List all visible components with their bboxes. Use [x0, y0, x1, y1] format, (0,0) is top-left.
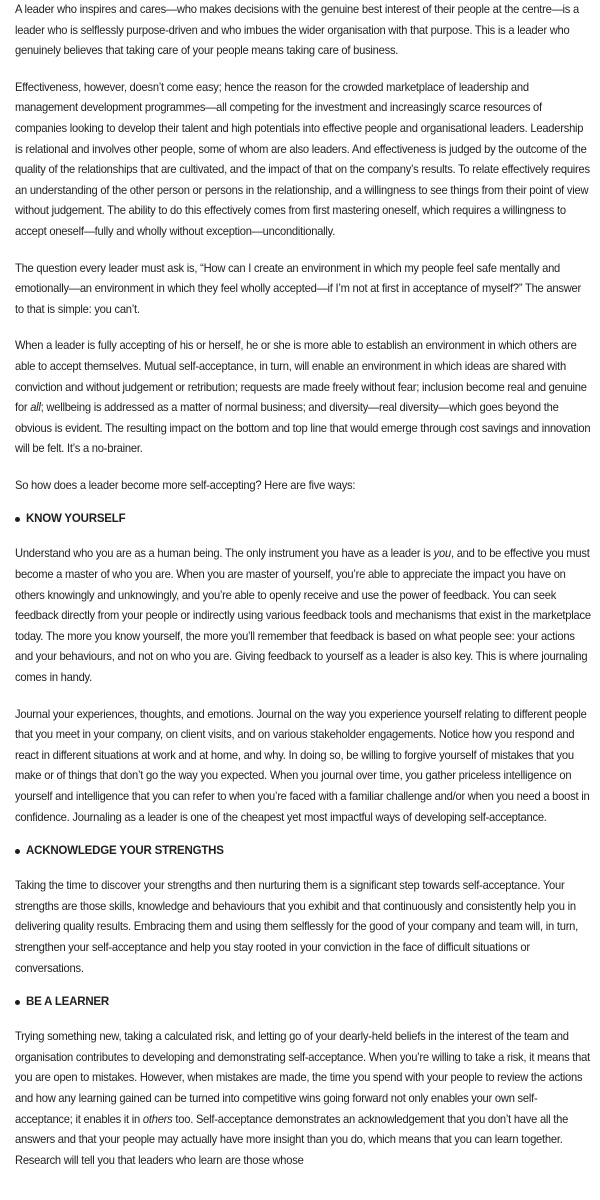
emphasis-text: you	[433, 546, 451, 561]
emphasis-text: all	[30, 400, 41, 415]
emphasis-text: others	[142, 1111, 173, 1126]
paragraph-text: Taking the time to discover your strengths and then nurturing them is a significant step towards self-acceptance. Your strengths are those skills, knowledge and behaviours that you exhibit and that continuously and consistently help you in delivering quality results. Embracing them and using them selflessly for the good of your company and team will, in turn, strengthen your self-acceptance and help you stay rooted in your conviction in the face of difficult situations or conversations.	[15, 878, 579, 975]
paragraph-learner	[15, 1026, 592, 1170]
paragraph-text: When a leader is fully accepting of his or herself, he or she is more able to establish an environment in which others are able to accept themselves. Mutual self-acceptance, in turn, will enable an environment in which ideas are shared with conviction and without judgement or retribution; requests are made freely without fear; inclusion become real and genuine for	[15, 338, 587, 415]
heading-text: ACKNOWLEDGE YOUR STRENGTHS	[26, 845, 224, 858]
heading-be-a-learner	[15, 992, 591, 1012]
paragraph-text: So how does a leader become more self-accepting? Here are five ways:	[15, 477, 356, 492]
paragraph-question	[15, 258, 592, 320]
paragraph-effectiveness	[15, 77, 592, 242]
paragraph-acceptance	[15, 335, 592, 459]
paragraph-text: Effectiveness, however, doesn’t come easy; hence the reason for the crowded marketplace of leadership and management development programmes—all competing for the investment and increasingly scarce resources of companies looking to develop their talent and high potentials into effective people and organisational leaders. Leadership is relational and involves other people, some of whom are also leaders. And effectiveness is judged by the outcome of the quality of the relationships that are cultivated, and the impact of that on the company’s results. To relate effectively requires an understanding of the other person or persons in the relationship, and a willingness to see things from their point of view without judgement. The ability to do this effectively comes from first mastering oneself, which requires a willingness to accept oneself—fully and wholly without exception—unconditionally.	[15, 79, 590, 238]
paragraph-journal	[15, 704, 592, 828]
paragraph-intro	[15, 0, 592, 61]
paragraph-text: Understand who you are as a human being. The only instrument you have as a leader is	[15, 546, 434, 561]
bullet-icon	[15, 517, 20, 522]
paragraph-understand	[15, 543, 592, 687]
paragraph-text: ; wellbeing is addressed as a matter of normal business; and diversity—real diversity—which goes beyond the obvious is evident. The resulting impact on the bottom and top line that would emerge through cost savings and innovation will be felt. It’s a no-brainer.	[15, 400, 591, 456]
paragraph-strengths	[15, 875, 592, 978]
paragraph-five-ways	[15, 475, 592, 496]
heading-know-yourself	[15, 509, 591, 529]
paragraph-text: Trying something new, taking a calculated risk, and letting go of your dearly-held beliefs in the interest of the team and organisation contributes to developing and demonstrating self-acceptance. When you’re willing to take a risk, it means that you are open to mistakes. However, when mistakes are made, the time you spend with your people to review the actions and how any learning gained can be turned into competitive wins going forward not only enables your own self-acceptance; it enables it in	[15, 1029, 591, 1126]
paragraph-text: Journal your experiences, thoughts, and emotions. Journal on the way you experience yourself relating to different people that you meet in your company, on client visits, and on various stakeholder engagements. Notice how you respond and react in different situations at work and at home, and why. In doing so, be willing to forgive yourself of mistakes that you make or of things that don’t go the way you expected. When you journal over time, you gather priceless intelligence on yourself and intelligence that you can refer to when you’re faced with a familiar challenge and/or when you need a boost in confidence. Journaling as a leader is one of the cheapest yet most impactful ways of developing self-acceptance.	[15, 706, 590, 824]
heading-text: KNOW YOURSELF	[26, 513, 126, 526]
paragraph-text: A leader who inspires and cares—who makes decisions with the genuine best interest of their people at the centre—is a leader who is selflessly purpose-driven and who imbues the wider organisation with that purpose. This is a leader who genuinely believes that taking care of your people means taking care of business.	[15, 2, 580, 58]
paragraph-text: , and to be effective you must become a master of who you are. When you are master of yourself, you’re able to appreciate the impact you have on others knowingly and unknowingly, and you’re able to openly receive and use the power of feedback. You can seek feedback directly from your people or indirectly using various feedback tools and mechanisms that exist in the marketplace today. The more you know yourself, the more you’ll remember that feedback is based on what people see: your actions and your behaviours, and not on who you are. Giving feedback to yourself as a leader is also key. This is where journaling comes in handy.	[15, 546, 591, 685]
heading-acknowledge-strengths	[15, 841, 591, 861]
paragraph-text: The question every leader must ask is, “How can I create an environment in which my people feel safe mentally and emotionally—an environment in which they feel wholly accepted—if I’m not at first in acceptance of myself?” The answer to that is simple: you can’t.	[15, 260, 581, 316]
heading-text: BE A LEARNER	[26, 996, 110, 1009]
bullet-icon	[15, 1000, 20, 1005]
bullet-icon	[15, 849, 20, 854]
paragraph-text: too. Self-acceptance demonstrates an acknowledgement that you don’t have all the answers and that your people may actually have more insight than you do, which means that you can learn together. Research will tell you that leaders who learn are those whose	[15, 1111, 569, 1167]
